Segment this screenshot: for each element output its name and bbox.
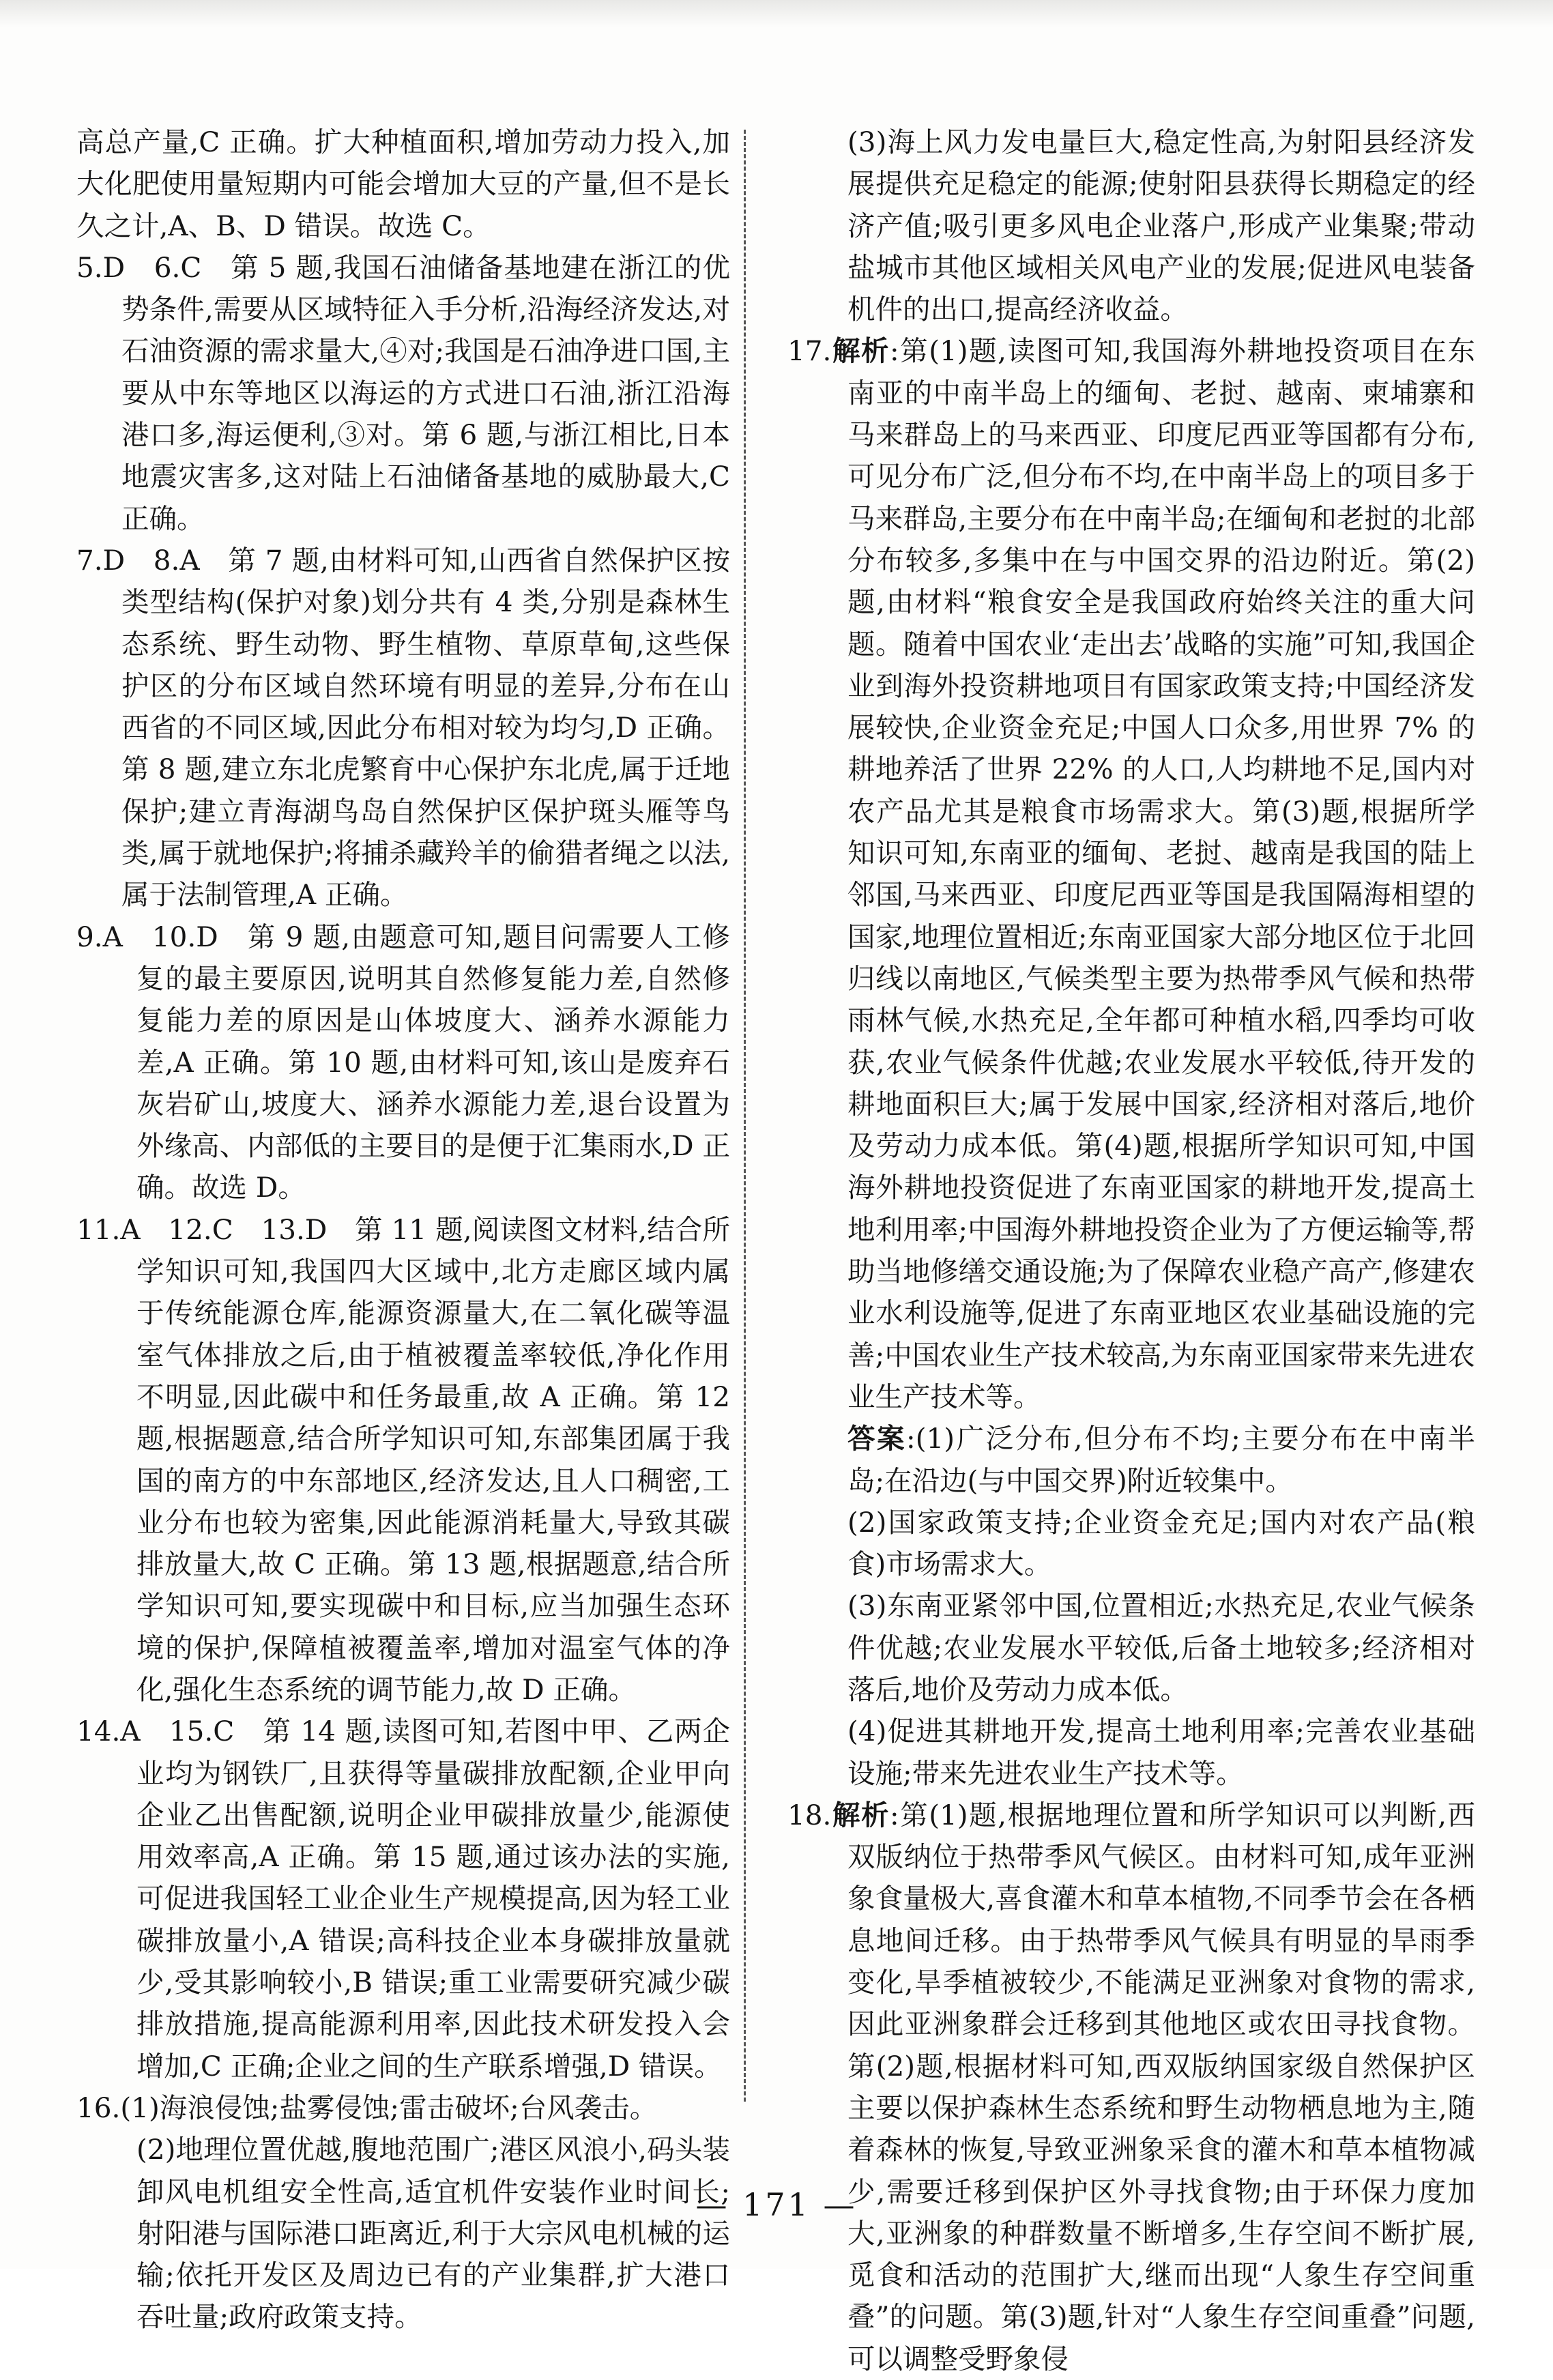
answer-16-part2: (2)地理位置优越,腹地范围广;港区风浪小,码头装卸风电机组安全性高,适宜机件安装作业时间长;射阳港与国际港口距离近,利于大宗风电机械的运输;依托开发区及周边已有的产业集群,扩大港口吞吐量;政府政策支持。 [136,2133,730,2334]
analysis-text: :第(1)题,根据地理位置和所学知识可以判断,西双版纳位于热带季风气候区。由材料可知,成年亚洲象食量极大,喜食灌木和草本植物,不同季节会在各栖息地间迁移。由于热带季风气候具有明显的旱雨季变化,旱季植被较少,不能满足亚洲象对食物的需求,因此亚洲象群会迁移到其他地区或农田寻找食物。第(2)题,根据材料可知,西双版纳国家级自然保护区主要以保护森林生态系统和野生动物栖息地为主,随着森林的恢复,导致亚洲象采食的灌木和草本植物减少,需要迁移到保护区外寻找食物;由于环保力度加大,亚洲象的种群数量不断增多,生存空间不断扩展,觅食和活动的范围扩大,继而出现“人象生存空间重叠”的问题。第(3)题,针对“人象生存空间重叠”问题,可以调整受野象侵 [847,1798,1476,2375]
answer-16-part1: 16.(1)海浪侵蚀;盐雾侵蚀;雷击破坏;台风袭击。 [76,2091,658,2124]
page-number: — 171 — [695,2186,858,2223]
answer-18-analysis [787,1795,1475,2380]
answer-16-part3: (3)海上风力发电量巨大,稳定性高,为射阳县经济发展提供充足稳定的能源;使射阳县获得长期稳定的经济产值;吸引更多风电企业落户,形成产业集聚;带动盐城市其他区域相关风电产业的发展;促进风电装备机件的出口,提高经济收益。 [847,126,1475,326]
answer-7-8: 7.D 8.A 第 7 题,由材料可知,山西省自然保护区按类型结构(保护对象)划分共有 4 类,分别是森林生态系统、野生动物、野生植物、草原草甸,这些保护区的分布区域自然环境有明显的差异,分布在山西省的不同区域,因此分布相对较为均匀,D 正确。第 8 题,建立东北虎繁育中心保护东北虎,属于迁地保护;建立青海湖鸟岛自然保护区保护斑头雁等鸟类,属于就地保护;将捕杀藏羚羊的偷猎者绳之以法,属于法制管理,A 正确。 [76,543,730,912]
answer-11-13: 11.A 12.C 13.D 第 11 题,阅读图文材料,结合所学知识可知,我国四大区域中,北方走廊区域内属于传统能源仓库,能源资源量大,在二氧化碳等温室气体排放之后,由于植被覆盖率较低,净化作用不明显,因此碳中和任务最重,故 A 正确。第 12 题,根据题意,结合所学知识可知,东部集团属于我国的南方的中东部地区,经济发达,且人口稠密,工业分布也较为密集,因此能源消耗量大,导致其碳排放量大,故 C 正确。第 13 题,根据题意,结合所学知识可知,要实现碳中和目标,应当加强生态环境的保护,保障植被覆盖率,增加对温室气体的净化,强化生态系统的调节能力,故 D 正确。 [76,1213,730,1706]
scan-shadow [0,0,1553,27]
question-number: 17. [787,334,832,368]
answer-5-6: 5.D 6.C 第 5 题,我国石油储备基地建在浙江的优势条件,需要从区域特征入手分析,沿海经济发达,对石油资源的需求量大,④对;我国是石油净进口国,主要从中东等地区以海运的方式进口石油,浙江沿海港口多,海运便利,③对。第 6 题,与浙江相比,日本地震灾害多,这对陆上石油储备基地的威胁最大,C 正确。 [76,250,730,535]
answer-17-answer [787,1418,1475,1502]
answer-text: :(1)广泛分布,但分布不均;主要分布在中南半岛;在沿边(与中国交界)附近较集中。 [847,1422,1476,1497]
answer-17-item3: (3)东南亚紧邻中国,位置相近;水热充足,农业气候条件优越;农业发展水平较低,后备土地较多;经济相对落后,地价及劳动力成本低。 [847,1589,1475,1706]
column-divider [744,130,746,2102]
right-column [787,121,1475,2380]
answer-14-15: 14.A 15.C 第 14 题,读图可知,若图中甲、乙两企业均为钢铁厂,且获得等量碳排放配额,企业甲向企业乙出售配额,说明企业甲碳排放量少,能源使用效率高,A 正确。第 15 题,通过该办法的实施,可促进我国轻工业企业生产规模提高,因为轻工业碳排放量小,A 错误;高科技企业本身碳排放量就少,受其影响较小,B 错误;重工业需要研究减少碳排放措施,提高能源利用率,因此技术研发投入会增加,C 正确;企业之间的生产联系增强,D 错误。 [76,1715,730,2082]
answer-17-item2: (2)国家政策支持;企业资金充足;国内对农产品(粮食)市场需求大。 [847,1505,1475,1581]
analysis-label: 解析 [831,1798,890,1831]
left-column [76,121,730,2338]
answer-17-item4: (4)促进其耕地开发,提高土地利用率;完善农业基础设施;带来先进农业生产技术等。 [847,1715,1475,1790]
answer-label: 答案 [847,1422,907,1455]
answer-17-analysis [787,330,1475,1418]
question-number: 18. [787,1798,832,1831]
continued-paragraph: 高总产量,C 正确。扩大种植面积,增加劳动力投入,加大化肥使用量短期内可能会增加大豆的产量,但不是长久之计,A、B、D 错误。故选 C。 [76,126,730,242]
answer-9-10: 9.A 10.D 第 9 题,由题意可知,题目问需要人工修复的最主要原因,说明其自然修复能力差,自然修复能力差的原因是山体坡度大、涵养水源能力差,A 正确。第 10 题,由材料可知,该山是废弃石灰岩矿山,坡度大、涵养水源能力差,退台设置为外缘高、内部低的主要目的是便于汇集雨水,D 正确。故选 D。 [76,920,730,1204]
analysis-text: :第(1)题,读图可知,我国海外耕地投资项目在东南亚的中南半岛上的缅甸、老挝、越南、柬埔寨和马来群岛上的马来西亚、印度尼西亚等国都有分布,可见分布广泛,但分布不均,在中南半岛上的项目多于马来群岛,主要分布在中南半岛;在缅甸和老挝的北部分布较多,多集中在与中国交界的沿边附近。第(2)题,由材料“粮食安全是我国政府始终关注的重大问题。随着中国农业‘走出去’战略的实施”可知,我国企业到海外投资耕地项目有国家政策支持;中国经济发展较快,企业资金充足;中国人口众多,用世界 7% 的耕地养活了世界 22% 的人口,人均耕地不足,国内对农产品尤其是粮食市场需求大。第(3)题,根据所学知识可知,东南亚的缅甸、老挝、越南是我国的陆上邻国,马来西亚、印度尼西亚等国是我国隔海相望的国家,地理位置相近;东南亚国家大部分地区位于北回归线以南地区,气候类型主要为热带季风气候和热带雨林气候,水热充足,全年都可种植水稻,四季均可收获,农业气候条件优越;农业发展水平较低,待开发的耕地面积巨大;属于发展中国家,经济相对落后,地价及劳动力成本低。第(4)题,根据所学知识可知,中国海外耕地投资促进了东南亚国家的耕地开发,提高土地利用率;中国海外耕地投资企业为了方便运输等,帮助当地修缮交通设施;为了保障农业稳产高产,修建农业水利设施等,促进了东南亚地区农业基础设施的完善;中国农业生产技术较高,为东南亚国家带来先进农业生产技术等。 [847,334,1476,1413]
analysis-label: 解析 [831,334,890,368]
